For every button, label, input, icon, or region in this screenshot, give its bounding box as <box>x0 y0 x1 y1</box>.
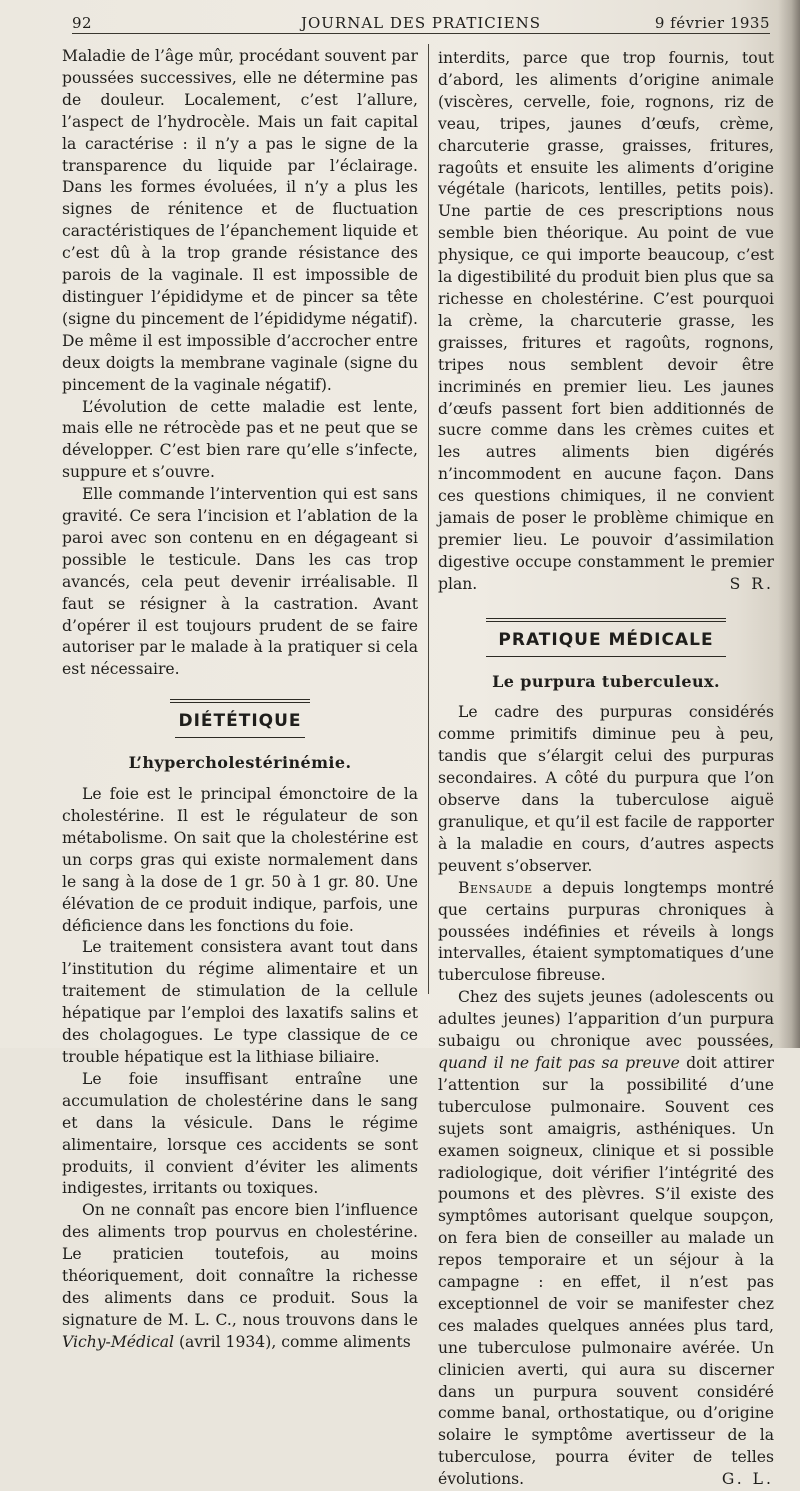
text-run: interdits, parce que trop fournis, tout d’abord, les aliments d’origine animale (viscères, cervelle, foie, rognons, riz de veau, tripes, jaunes d’œufs, crème, charcuterie grasse, graisses, fritures, ragoûts et ensuite les aliments d’origine végétale (haricots, lentilles, petits pois). Une partie de ces prescriptions nous semble bien théorique. Au point de vue physique, ce qui importe beaucoup, c’est la digestibilité du produit bien plus que sa richesse en cholestérine. C’est pourquoi la crème, la charcuterie grasse, les graisses, fritures et ragoûts, rognons, tripes nous semblent devoir être incriminés en premier lieu. Les jaunes d’œufs passent fort bien additionnés de sucre comme dans les crèmes cuites et les autres aliments bien digérés n’incommodent en aucune façon. Dans ces questions chimiques, il ne convient jamais de poser le problème chimique en premier lieu. Le pouvoir d’assimilation digestive occupe constamment le premier plan. <box>438 49 774 593</box>
running-head <box>72 10 770 34</box>
right-column <box>438 48 774 1491</box>
issue-date: 9 février 1935 <box>654 14 770 32</box>
paragraph <box>438 987 774 1491</box>
section-title-underline <box>486 656 726 657</box>
paragraph: Le traitement consistera avant tout dans l’institution du régime alimentaire et un traitement de stimulation de la cellule hépatique par l’emploi des laxatifs salins et des cholagogues. Le type classique de ce trouble hépatique est la lithiase biliaire. <box>62 938 418 1066</box>
paragraph: Elle commande l’intervention qui est sans gravité. Ce sera l’incision et l’ablation de la paroi avec son contenu en en dégageant si possible le testicule. Dans les cas trop avancés, cela peut devenir irréalisable. Il faut se résigner à la castration. Avant d’opérer il est toujours prudent de se faire autoriser par le malade à la pratiquer si cela est nécessaire. <box>62 485 418 679</box>
paragraph: Le cadre des purpuras considérés comme primitifs diminue peu à peu, tandis que s’élargit celui des purpuras secondaires. A côté du purpura que l’on observe dans la tuberculose aiguë granulique, et qu’il est facile de rapporter à la maladie en cours, d’autres aspects peuvent s’observer. <box>438 703 774 875</box>
journal-citation: Vichy-Médical <box>62 1332 175 1351</box>
text-run: (avril 1934), comme aliments <box>174 1332 411 1351</box>
author-signature: S R. <box>729 574 774 593</box>
author-name: Bensaude <box>458 878 533 897</box>
journal-title: JOURNAL DES PRATICIENS <box>300 14 542 32</box>
article-title-hypercholesterinemie: L’hypercholestérinémie. <box>128 753 352 773</box>
column-divider <box>428 44 429 994</box>
paragraph <box>62 1200 418 1353</box>
page-number: 92 <box>72 14 93 32</box>
text-run: Chez des sujets jeunes (adolescents ou adultes jeunes) l’apparition d’un purpura subaigu ou chronique avec poussées, <box>438 988 774 1051</box>
binding-shadow <box>778 0 800 1048</box>
section-rule <box>486 618 726 622</box>
text-run: a depuis longtemps montré que certains purpuras chroniques à poussées indéfinies et réveils à longs intervalles, étaient symptomatiques d’une tuberculose fibreuse. <box>438 878 774 985</box>
section-title-dietetique: DIÉTÉTIQUE <box>178 711 302 732</box>
text-run: doit attirer l’attention sur la possibilité d’une tuberculose pulmonaire. Souvent ces sujets sont amaigris, asthéniques. Un examen soigneux, clinique et si possible radiologique, doit vérifier l’intégrité des poumons et des plèvres. S’il existe des symptômes autorisant quelque soupçon, on fera bien de conseiller au malade un repos temporaire et un séjour à la campagne : en effet, il n’est pas exceptionnel de voir se manifester chez ces malades quelques années plus tard, une tuberculose pulmonaire avérée. Un clinicien averti, qui aura su discerner dans un purpura souvent considéré comme banal, orthostatique, ou d’origine solaire le symptôme avertisseur de la tuberculose, pourra éviter de telles évolutions. <box>438 1053 774 1489</box>
section-rule <box>170 699 310 703</box>
article-title-purpura: Le purpura tuberculeux. <box>492 671 720 691</box>
header-rule <box>72 33 770 34</box>
left-column <box>62 46 418 1354</box>
paragraph: Le foie insuffisant entraîne une accumulation de cholestérine dans le sang et dans la vésicule. Dans le régime alimentaire, lorsque ces accidents se sont produits, il convient d’éviter les aliments indigestes, irritants ou toxiques. <box>62 1069 418 1198</box>
emphasis: quand il ne fait pas sa preuve <box>438 1053 680 1072</box>
paragraph: Le foie est le principal émonctoire de la cholestérine. Il est le régulateur de son métabolisme. On sait que la cholestérine est un corps gras qui existe normalement dans le sang à la dose de 1 gr. 50 à 1 gr. 80. Une élévation de ce produit indique, parfois, une déficience dans les fonctions du foie. <box>62 785 418 935</box>
author-signature: G. L. <box>721 1470 774 1489</box>
paragraph: Maladie de l’âge mûr, procédant souvent par poussées successives, elle ne détermine pas de douleur. Localement, c’est l’allure, l’aspect de l’hydrocèle. Mais un fait capital la caractérise : il n’y a pas le signe de la transparence du liquide par l’éclairage. Dans les formes évoluées, il n’y a plus les signes de rénitence et de fluctuation caractéristiques de l’épanchement liquide et c’est dû à la trop grande résistance des parois de la vaginale. Il est impossible de distinguer l’épididyme et de pincer sa tête (signe du pincement de l’épididyme négatif). De même il est impossible d’accrocher entre deux doigts la membrane vaginale (signe du pincement de la vaginale négatif). <box>62 47 418 394</box>
paragraph <box>438 48 774 596</box>
paragraph <box>438 878 774 988</box>
section-title-pratique-medicale: PRATIQUE MÉDICALE <box>498 629 714 650</box>
paragraph: L’évolution de cette maladie est lente, mais elle ne rétrocède pas et ne peut que se développer. C’est bien rare qu’elle s’infecte, suppure et s’ouvre. <box>62 397 418 482</box>
section-title-underline <box>175 737 305 738</box>
text-run: On ne connaît pas encore bien l’influence des aliments trop pourvus en cholestérine. Le praticien toutefois, au moins théoriquement, doit connaître la richesse des aliments dans ce produit. Sous la signature de M. L. C., nous trouvons dans le <box>62 1201 418 1329</box>
